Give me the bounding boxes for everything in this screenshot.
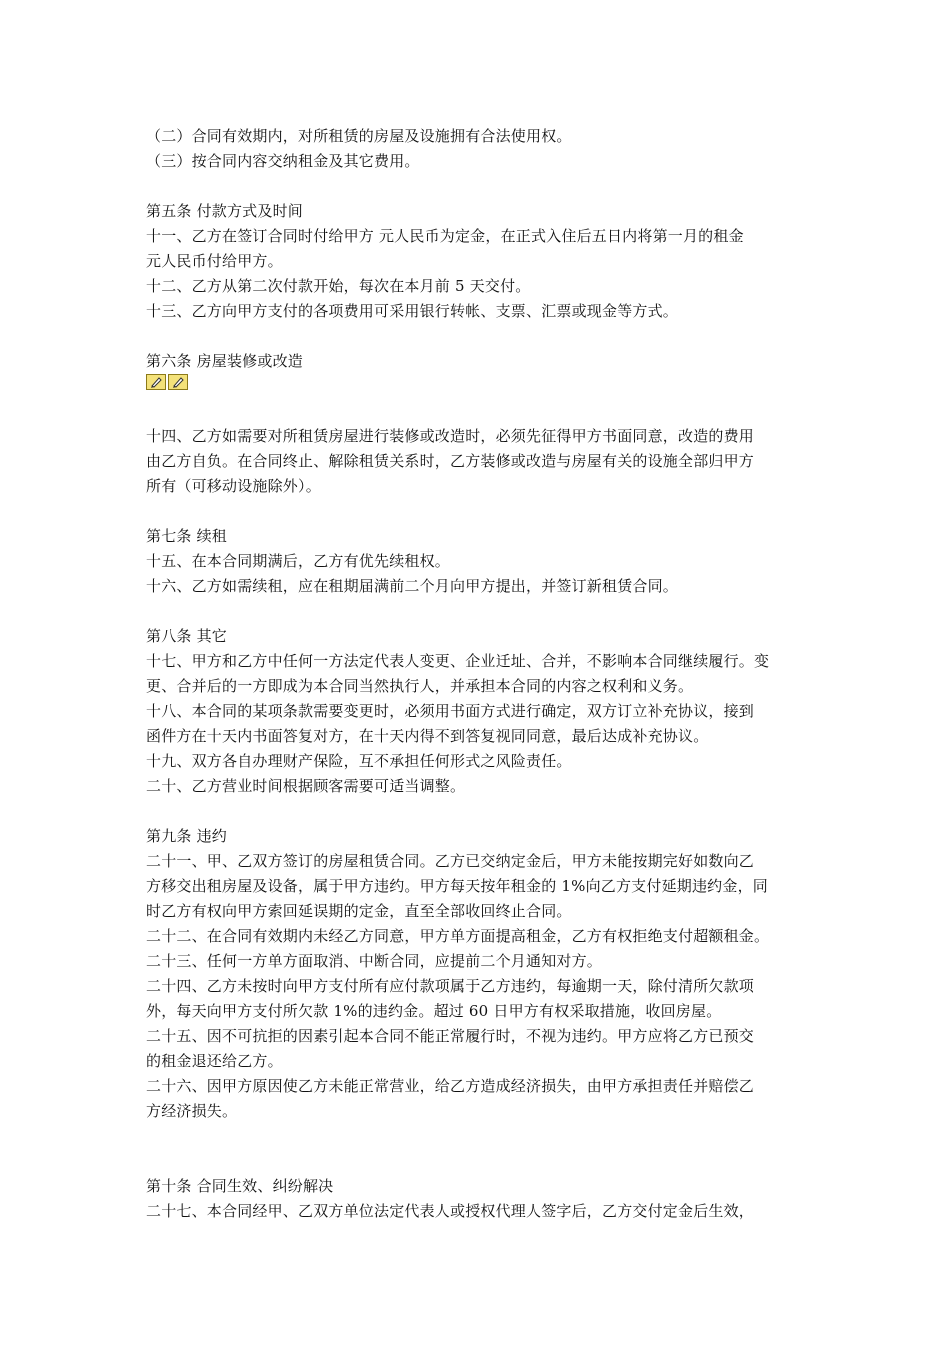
clause-line: （二）合同有效期内，对所租赁的房屋及设施拥有合法使用权。 (146, 127, 572, 145)
edit-icon[interactable] (146, 374, 166, 390)
clause-line: 十八、本合同的某项条款需要变更时，必须用书面方式进行确定，双方订立补充协议，接到 (146, 702, 755, 720)
embedded-icons (146, 374, 188, 392)
section-heading: 第九条 违约 (146, 827, 227, 845)
clause-line: 十二、乙方从第二次付款开始，每次在本月前 5 天交付。 (146, 277, 531, 295)
clause-line: 函件方在十天内书面答复对方，在十天内得不到答复视同同意，最后达成补充协议。 (146, 727, 709, 745)
section-heading: 第十条 合同生效、纠纷解决 (146, 1177, 334, 1195)
clause-line: 十五、在本合同期满后，乙方有优先续租权。 (146, 552, 451, 570)
clause-line: 的租金退还给乙方。 (146, 1052, 283, 1070)
clause-line: 二十七、本合同经甲、乙双方单位法定代表人或授权代理人签字后，乙方交付定金后生效， (146, 1202, 755, 1220)
clause-line: 二十六、因甲方原因使乙方未能正常营业，给乙方造成经济损失，由甲方承担责任并赔偿乙 (146, 1077, 755, 1095)
clause-line: 更、合并后的一方即成为本合同当然执行人，并承担本合同的内容之权利和义务。 (146, 677, 694, 695)
clause-line: 方移交出租房屋及设备，属于甲方违约。甲方每天按年租金的 1%向乙方支付延期违约金，同 (146, 877, 768, 895)
clause-line: 所有（可移动设施除外）。 (146, 477, 321, 495)
clause-line: 时乙方有权向甲方索回延误期的定金，直至全部收回终止合同。 (146, 902, 572, 920)
clause-line: （三）按合同内容交纳租金及其它费用。 (146, 152, 420, 170)
clause-line: 方经济损失。 (146, 1102, 238, 1120)
section-heading: 第五条 付款方式及时间 (146, 202, 303, 220)
clause-line: 元人民币付给甲方。 (146, 252, 283, 270)
clause-line: 二十三、任何一方单方面取消、中断合同，应提前二个月通知对方。 (146, 952, 603, 970)
clause-line: 外，每天向甲方支付所欠款 1%的违约金。超过 60 日甲方有权采取措施，收回房屋。 (146, 1002, 722, 1020)
edit-icon[interactable] (168, 374, 188, 390)
clause-line: 十四、乙方如需要对所租赁房屋进行装修或改造时，必须先征得甲方书面同意，改造的费用 (146, 427, 755, 445)
clause-line: 由乙方自负。在合同终止、解除租赁关系时，乙方装修或改造与房屋有关的设施全部归甲方 (146, 452, 755, 470)
clause-line: 二十五、因不可抗拒的因素引起本合同不能正常履行时，不视为违约。甲方应将乙方已预交 (146, 1027, 755, 1045)
clause-line: 十六、乙方如需续租，应在租期届满前二个月向甲方提出，并签订新租赁合同。 (146, 577, 679, 595)
section-heading: 第八条 其它 (146, 627, 227, 645)
clause-line: 二十、乙方营业时间根据顾客需要可适当调整。 (146, 777, 466, 795)
section-heading: 第七条 续租 (146, 527, 227, 545)
clause-line: 十七、甲方和乙方中任何一方法定代表人变更、企业迁址、合并，不影响本合同继续履行。变 (146, 652, 770, 670)
clause-line: 二十二、在合同有效期内未经乙方同意，甲方单方面提高租金，乙方有权拒绝支付超额租金。 (146, 927, 770, 945)
clause-line: 二十四、乙方未按时向甲方支付所有应付款项属于乙方违约，每逾期一天，除付清所欠款项 (146, 977, 755, 995)
section-heading: 第六条 房屋装修或改造 (146, 352, 303, 370)
clause-line: 十三、乙方向甲方支付的各项费用可采用银行转帐、支票、汇票或现金等方式。 (146, 302, 679, 320)
clause-line: 二十一、甲、乙双方签订的房屋租赁合同。乙方已交纳定金后，甲方未能按期完好如数向乙 (146, 852, 755, 870)
clause-line: 十一、乙方在签订合同时付给甲方 元人民币为定金，在正式入住后五日内将第一月的租金 (146, 227, 744, 245)
clause-line: 十九、双方各自办理财产保险，互不承担任何形式之风险责任。 (146, 752, 572, 770)
